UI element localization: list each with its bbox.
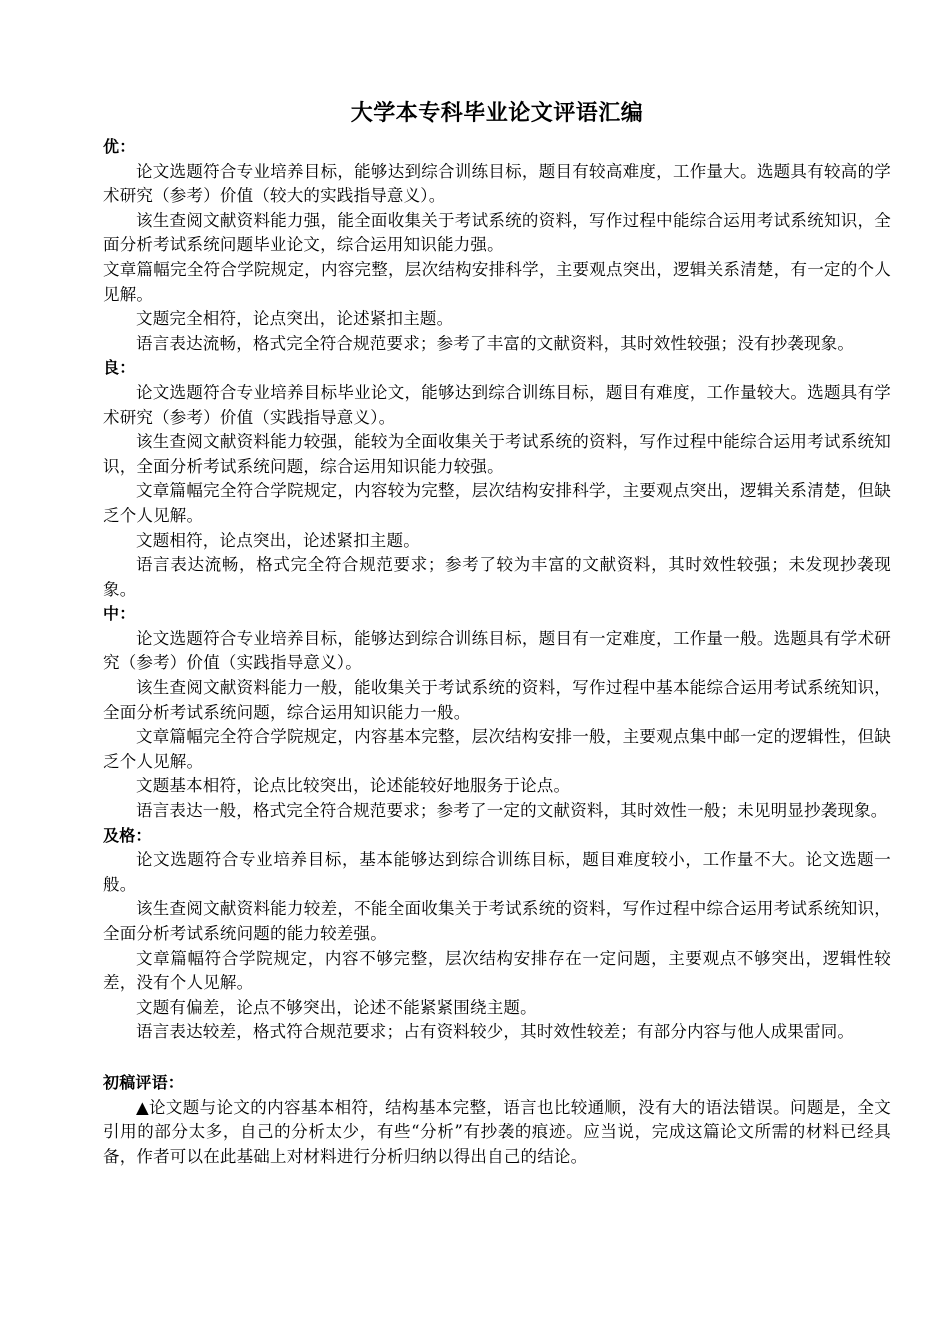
paragraph: 文题有偏差，论点不够突出，论述不能紧紧围绕主题。 (136, 997, 537, 1017)
paragraph: 论文选题符合专业培养目标，基本能够达到综合训练目标，题目难度较小，工作量不大。论文选题一般。 (103, 850, 891, 894)
paragraph: 语言表达流畅，格式完全符合规范要求；参考了较为丰富的文献资料，其时效性较强；未发现抄袭现象。 (103, 555, 891, 599)
paragraph: 文章篇幅完全符合学院规定，内容基本完整，层次结构安排一般，主要观点集中邮一定的逻辑性，但缺乏个人见解。 (103, 727, 891, 771)
paragraph: 文章篇幅符合学院规定，内容不够完整，层次结构安排存在一定问题，主要观点不够突出，逻辑性较差，没有个人见解。 (103, 948, 891, 993)
paragraph: 文题基本相符，论点比较突出，论述能较好地服务于论点。 (136, 776, 571, 796)
paragraph: 语言表达一般，格式完全符合规范要求；参考了一定的文献资料，其时效性一般；未见明显抄袭现象。 (136, 801, 888, 821)
paragraph: 文题完全相符，论点突出，论述紧扣主题。 (136, 309, 454, 329)
paragraph: 论文选题符合专业培养目标毕业论文，能够达到综合训练目标，题目有难度，工作量较大。选题具有学术研究（参考）价值（实践指导意义）。 (103, 382, 891, 427)
section-spacer (103, 1045, 891, 1071)
paragraph: 文章篇幅完全符合学院规定，内容完整，层次结构安排科学，主要观点突出，逻辑关系清楚，有一定的个人见解。 (103, 259, 891, 304)
paragraph: ▲论文题与论文的内容基本相符，结构基本完整，语言也比较通顺，没有大的语法错误。问题是，全文引用的部分太多，自己的分析太少，有些“分析”有抄袭的痕迹。应当说，完成这篇论文所需的材料已经具备，作者可以在此基础上对材料进行分析归纳以得出自己的结论。 (103, 1097, 891, 1166)
section-heading-medium: 中： (103, 604, 136, 624)
paragraph: 该生查阅文献资料能力一般，能收集关于考试系统的资料，写作过程中基本能综合运用考试系统知识，全面分析考试系统问题，综合运用知识能力一般。 (103, 678, 891, 722)
section-heading-draft: 初稿评语： (103, 1072, 185, 1092)
paragraph: 该生查阅文献资料能力较差，不能全面收集关于考试系统的资料，写作过程中综合运用考试系统知识，全面分析考试系统问题的能力较差强。 (103, 899, 891, 943)
document-page (103, 98, 891, 1169)
paragraph: 文题相符，论点突出，论述紧扣主题。 (136, 530, 420, 550)
document-title: 大学本专科毕业论文评语汇编 (350, 100, 644, 126)
section-heading-pass: 及格： (103, 825, 152, 845)
paragraph: 论文选题符合专业培养目标，能够达到综合训练目标，题目有一定难度，工作量一般。选题具有学术研究（参考）价值（实践指导意义）。 (103, 628, 891, 673)
paragraph: 论文选题符合专业培养目标，能够达到综合训练目标，题目有较高难度，工作量大。选题具有较高的学术研究（参考）价值（较大的实践指导意义）。 (103, 161, 891, 206)
section-heading-excellent: 优： (103, 137, 136, 156)
paragraph: 该生查阅文献资料能力较强，能较为全面收集关于考试系统的资料，写作过程中能综合运用考试系统知识，全面分析考试系统问题，综合运用知识能力较强。 (103, 432, 891, 476)
section-heading-good: 良： (103, 358, 136, 378)
paragraph: 文章篇幅完全符合学院规定，内容较为完整，层次结构安排科学，主要观点突出，逻辑关系清楚，但缺乏个人见解。 (103, 481, 891, 525)
paragraph: 语言表达较差，格式符合规范要求；占有资料较少，其时效性较差；有部分内容与他人成果雷同。 (136, 1022, 855, 1042)
paragraph: 语言表达流畅，格式完全符合规范要求；参考了丰富的文献资料，其时效性较强；没有抄袭现象。 (136, 333, 855, 353)
paragraph: 该生查阅文献资料能力强，能全面收集关于考试系统的资料，写作过程中能综合运用考试系统知识，全面分析考试系统问题毕业论文，综合运用知识能力强。 (103, 210, 891, 255)
